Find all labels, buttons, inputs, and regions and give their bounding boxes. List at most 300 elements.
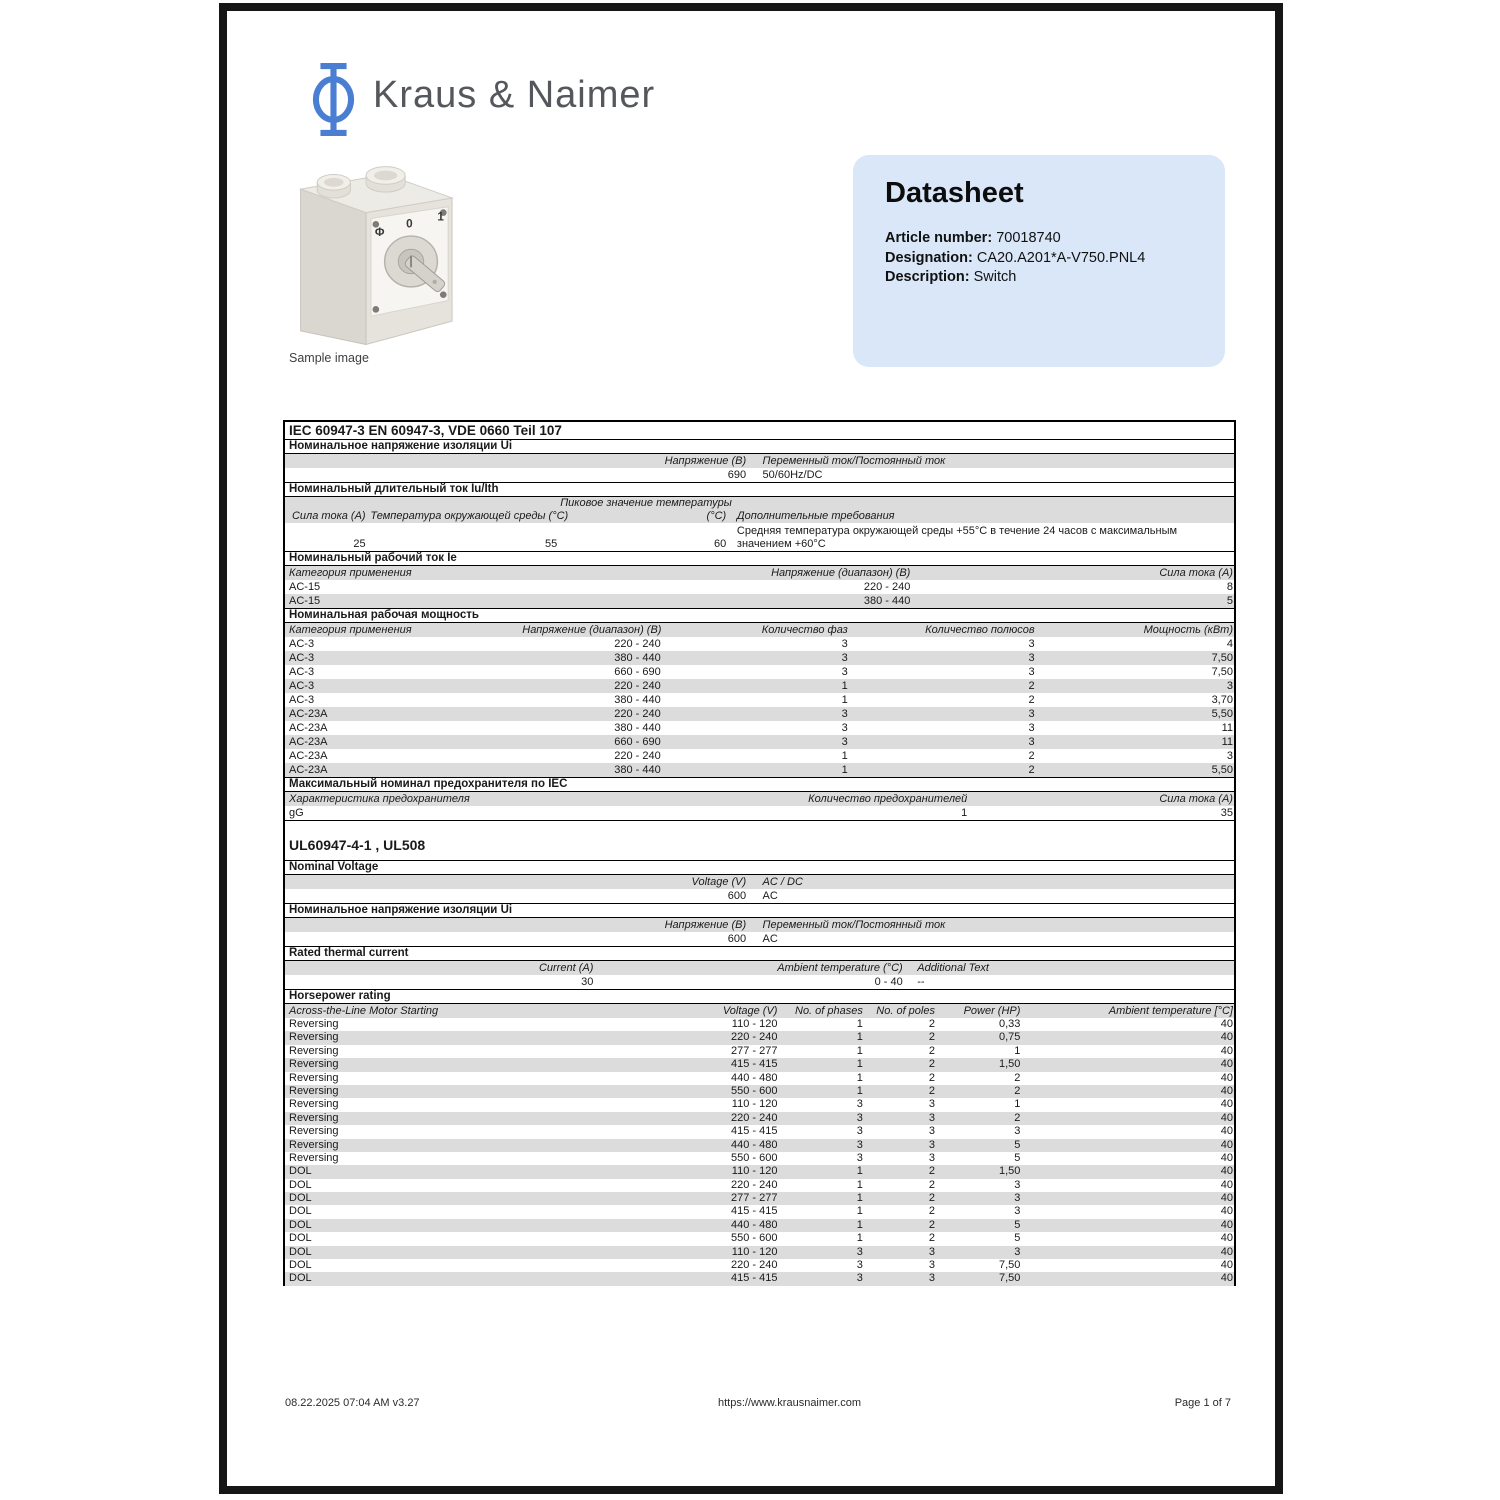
table-cell: 7,50 <box>998 1272 1021 1285</box>
table-header-row <box>285 875 1234 889</box>
table-header-row <box>285 961 1234 975</box>
table-cell: Сила тока (A) <box>1159 567 1233 579</box>
table-cell: 2 <box>928 1165 935 1178</box>
table-row <box>285 749 1234 763</box>
table-cell: 4 <box>1226 638 1233 650</box>
table-title: UL60947-4-1 , UL508 <box>289 837 426 853</box>
table-cell: 440 - 480 <box>730 1138 778 1151</box>
table-cell: Сила тока (A) <box>291 510 366 522</box>
table-cell: Средняя температура окружающей среды +55°C в течение 24 часов с максимальным значением +60°C <box>736 525 1178 550</box>
table-cell: 3 <box>928 1272 935 1285</box>
table-header-row <box>285 454 1234 468</box>
table-cell: DOL <box>289 1232 312 1245</box>
table-cell: 40 <box>1220 1178 1233 1191</box>
table-cell: 40 <box>1220 1125 1233 1138</box>
table-cell: Ambient temperature (°C) <box>777 962 903 974</box>
table-cell: 220 - 240 <box>730 1111 778 1124</box>
table-cell: 2 <box>928 1018 935 1030</box>
table-cell: 30 <box>581 976 594 988</box>
table-cell: 1 <box>856 1218 863 1231</box>
table-cell: 7,50 <box>1211 652 1233 664</box>
table-cell: AC-3 <box>289 680 315 692</box>
table-cell: 220 - 240 <box>614 680 661 692</box>
table-row <box>285 693 1234 707</box>
table-cell: AC-23A <box>289 722 328 734</box>
table-cell: 440 - 480 <box>730 1071 778 1084</box>
table-cell: 690 <box>727 469 747 481</box>
table-row <box>285 889 1234 903</box>
table-cell: 380 - 440 <box>863 595 911 607</box>
table-section-heading: Номинальная рабочая мощность <box>285 608 1234 623</box>
table-cell: Reversing <box>289 1058 339 1071</box>
table-cell: DOL <box>289 1192 312 1205</box>
table-cell: 2 <box>1014 1071 1021 1084</box>
table-cell: AC-3 <box>289 666 315 678</box>
table-cell: Ambient temperature [°C] <box>1108 1005 1233 1017</box>
table-cell: Пиковое значение температуры <box>560 497 732 509</box>
table-cell: 8 <box>1226 581 1233 593</box>
table-cell: 7,50 <box>998 1259 1021 1272</box>
table-cell: 3 <box>1014 1192 1021 1205</box>
table-cell: Категория применения <box>289 567 412 579</box>
table-row <box>285 1098 1234 1111</box>
table-cell: (°C) <box>706 510 727 522</box>
table-cell: 3 <box>856 1259 863 1272</box>
table-cell: 1 <box>856 1205 863 1218</box>
table-section-heading: Номинальное напряжение изоляции Ui <box>285 903 1234 918</box>
table-cell: AC-23A <box>289 764 328 776</box>
datasheet-panel <box>853 155 1225 367</box>
table-cell: 35 <box>1220 807 1233 819</box>
table-cell: AC <box>762 933 778 945</box>
table-cell: 380 - 440 <box>614 652 661 664</box>
table-cell: 40 <box>1220 1151 1233 1164</box>
table-row <box>285 721 1234 735</box>
table-gap <box>285 820 1234 830</box>
table-cell: 25 <box>353 537 366 550</box>
table-cell: 3 <box>856 1098 863 1111</box>
table-cell: AC-15 <box>289 595 321 607</box>
table-cell: 600 <box>727 933 747 945</box>
table-cell: 550 - 600 <box>730 1232 778 1245</box>
table-header-row <box>285 497 1234 510</box>
table-cell: Характеристика предохранителя <box>289 793 470 805</box>
table-cell: 3 <box>841 652 848 664</box>
table-section-heading: Номинальное напряжение изоляции Ui <box>285 439 1234 454</box>
spec-table <box>283 420 1236 1286</box>
table-section-heading: Номинальный рабочий ток Ie <box>285 551 1234 566</box>
table-cell: 5 <box>1014 1138 1021 1151</box>
table-cell: 3 <box>928 1151 935 1164</box>
table-row <box>285 1112 1234 1125</box>
table-cell: 220 - 240 <box>730 1178 778 1191</box>
table-cell: 3 <box>1028 736 1035 748</box>
table-cell: Напряжение (диапазон) (В) <box>522 624 662 636</box>
table-cell: 40 <box>1220 1111 1233 1124</box>
table-cell: 40 <box>1220 1165 1233 1178</box>
table-cell: 1 <box>841 694 848 706</box>
panel-marking: Φ <box>374 226 385 240</box>
table-cell: Reversing <box>289 1151 339 1164</box>
table-cell: Additional Text <box>917 962 989 974</box>
table-cell: Reversing <box>289 1044 339 1057</box>
table-cell: 7,50 <box>1211 666 1233 678</box>
table-cell: 2 <box>928 1044 935 1057</box>
table-cell: 3 <box>1028 666 1035 678</box>
table-row <box>285 679 1234 693</box>
screw-icon <box>440 291 447 298</box>
table-cell: 40 <box>1220 1272 1233 1285</box>
footer-date: 08.22.2025 07:04 AM v3.27 <box>285 1397 420 1409</box>
table-cell: 3 <box>841 666 848 678</box>
table-cell: No. of poles <box>876 1005 935 1017</box>
table-row <box>285 1259 1234 1272</box>
table-cell: 2 <box>928 1031 935 1044</box>
cable-gland-icon <box>366 167 405 192</box>
datasheet-fields <box>885 229 1145 288</box>
table-cell: 40 <box>1220 1192 1233 1205</box>
table-cell <box>370 497 558 510</box>
table-cell: Напряжение (диапазон) (В) <box>771 567 911 579</box>
table-cell: 1,50 <box>998 1165 1021 1178</box>
table-cell: Reversing <box>289 1031 339 1044</box>
table-cell: 1 <box>841 750 848 762</box>
table-row <box>285 806 1234 820</box>
table-cell: DOL <box>289 1165 312 1178</box>
table-section-heading: Nominal Voltage <box>285 860 1234 875</box>
table-cell: 440 - 480 <box>730 1218 778 1231</box>
table-cell: AC / DC <box>762 876 803 888</box>
table-cell: 0,75 <box>998 1031 1021 1044</box>
table-cell: 5 <box>1014 1151 1021 1164</box>
table-header-row <box>285 510 1234 523</box>
table-cell: 3 <box>1028 652 1035 664</box>
table-row <box>285 1018 1234 1031</box>
table-cell: 2 <box>928 1218 935 1231</box>
table-cell: 3 <box>856 1125 863 1138</box>
table-cell: Количество фаз <box>761 624 848 636</box>
table-header-row <box>285 566 1234 580</box>
panel-marking: 0 <box>406 217 413 231</box>
table-cell: 1 <box>856 1031 863 1044</box>
table-row <box>285 1272 1234 1285</box>
table-cell: 1 <box>856 1232 863 1245</box>
table-header-row <box>285 623 1234 637</box>
table-cell: 1 <box>1014 1098 1021 1111</box>
phi-logo-icon <box>309 60 358 139</box>
table-cell: Voltage (V) <box>722 1005 778 1017</box>
table-cell: Мощность (кВт) <box>1143 624 1233 636</box>
table-cell <box>733 497 1234 510</box>
table-cell: AC-3 <box>289 694 315 706</box>
table-cell: 1 <box>856 1165 863 1178</box>
table-row <box>285 523 1234 551</box>
table-cell: 1 <box>856 1178 863 1191</box>
table-cell: 5 <box>1226 595 1233 607</box>
panel-marking: 1 <box>437 210 444 224</box>
table-cell: 220 - 240 <box>614 708 661 720</box>
table-cell: Количество полюсов <box>925 624 1035 636</box>
table-cell: 3 <box>1226 750 1233 762</box>
table-row <box>285 651 1234 665</box>
table-cell: 110 - 120 <box>731 1165 778 1178</box>
table-row <box>285 1165 1234 1178</box>
table-cell: 1 <box>841 764 848 776</box>
table-row <box>285 1058 1234 1071</box>
table-cell: 110 - 120 <box>731 1018 778 1030</box>
table-cell: -- <box>917 976 925 988</box>
table-cell: Сила тока (A) <box>1159 793 1233 805</box>
datasheet-field: Designation: CA20.A201*A-V750.PNL4 <box>885 249 1146 266</box>
table-cell: 600 <box>727 890 747 902</box>
box-left-face <box>301 189 366 344</box>
table-cell: 2 <box>928 1232 935 1245</box>
table-cell: 55 <box>545 537 558 550</box>
table-cell: 3 <box>928 1098 935 1111</box>
table-cell: 3 <box>856 1245 863 1258</box>
table-cell: 1 <box>961 807 968 819</box>
table-cell: DOL <box>289 1218 312 1231</box>
table-cell: 3 <box>1028 722 1035 734</box>
table-cell: Across-the-Line Motor Starting <box>289 1005 439 1017</box>
table-section-heading: Максимальный номинал предохранителя по IEC <box>285 777 1234 792</box>
table-cell: Reversing <box>289 1125 339 1138</box>
brand-name: Kraus & Naimer <box>373 74 656 116</box>
table-cell: 1 <box>841 680 848 692</box>
table-row <box>285 1125 1234 1138</box>
screw-icon <box>373 306 380 313</box>
table-cell: Количество предохранителей <box>808 793 968 805</box>
table-row <box>285 707 1234 721</box>
table-cell: AC-15 <box>289 581 321 593</box>
table-cell: Reversing <box>289 1084 339 1097</box>
table-cell: 2 <box>928 1058 935 1071</box>
table-header-row <box>285 918 1234 932</box>
table-cell: 220 - 240 <box>614 638 661 650</box>
cable-gland-icon <box>317 174 350 197</box>
table-cell: Current (A) <box>538 962 594 974</box>
table-cell: Температура окружающей среды (°C) <box>370 510 569 522</box>
datasheet-field: Description: Switch <box>885 269 1017 285</box>
table-cell: 2 <box>928 1178 935 1191</box>
table-cell: 40 <box>1220 1259 1233 1272</box>
table-row <box>285 735 1234 749</box>
table-cell: 1 <box>856 1018 863 1030</box>
table-cell: 3 <box>841 638 848 650</box>
table-cell: 2 <box>1014 1084 1021 1097</box>
table-cell: Power (HP) <box>963 1005 1021 1017</box>
table-cell: AC-3 <box>289 638 315 650</box>
table-cell: 40 <box>1220 1084 1233 1097</box>
table-cell: 5,50 <box>1211 764 1233 776</box>
table-cell: 40 <box>1220 1138 1233 1151</box>
table-cell: 3 <box>1028 638 1035 650</box>
table-cell: DOL <box>289 1272 312 1285</box>
table-cell: 11 <box>1221 736 1233 748</box>
footer-url[interactable]: https://www.krausnaimer.com <box>718 1397 862 1409</box>
table-row <box>285 1085 1234 1098</box>
sample-image-caption: Sample image <box>289 351 369 365</box>
table-cell: Напряжение (В) <box>664 919 747 931</box>
table-cell: 220 - 240 <box>614 750 661 762</box>
table-cell: 3 <box>1226 680 1233 692</box>
table-cell: 2 <box>1028 680 1035 692</box>
table-cell: DOL <box>289 1205 312 1218</box>
table-cell: 3 <box>841 722 848 734</box>
table-cell: 5,50 <box>1211 708 1233 720</box>
table-section-heading: Horsepower rating <box>285 989 1234 1004</box>
table-cell: Reversing <box>289 1111 339 1124</box>
table-cell: AC-23A <box>289 750 328 762</box>
table-cell: 2 <box>1028 750 1035 762</box>
datasheet-title: Datasheet <box>885 177 1024 209</box>
table-cell: Категория применения <box>289 624 412 636</box>
table-cell: 40 <box>1220 1071 1233 1084</box>
table-section-heading: Rated thermal current <box>285 946 1234 961</box>
table-row <box>285 1192 1234 1205</box>
table-cell: Переменный ток/Постоянный ток <box>762 455 946 467</box>
table-cell: DOL <box>289 1178 312 1191</box>
table-cell <box>285 497 367 510</box>
table-cell: 40 <box>1220 1031 1233 1044</box>
table-cell: 40 <box>1220 1058 1233 1071</box>
table-cell: Voltage (V) <box>691 876 747 888</box>
table-row <box>285 1072 1234 1085</box>
table-cell: 3 <box>856 1111 863 1124</box>
table-cell: 110 - 120 <box>731 1098 778 1111</box>
table-cell: 380 - 440 <box>614 722 661 734</box>
table-cell: 3,70 <box>1211 694 1233 706</box>
table-cell: 50/60Hz/DC <box>762 469 823 481</box>
table-cell: 60 <box>713 537 727 550</box>
table-cell: 1 <box>856 1192 863 1205</box>
table-cell: 40 <box>1220 1218 1233 1231</box>
table-cell: 415 - 415 <box>730 1058 778 1071</box>
table-cell: AC <box>762 890 778 902</box>
table-row <box>285 1205 1234 1218</box>
table-row <box>285 1045 1234 1058</box>
table-cell: 3 <box>928 1111 935 1124</box>
table-section-heading: Номинальный длительный ток Iu/Ith <box>285 482 1234 497</box>
table-cell: 3 <box>928 1125 935 1138</box>
table-cell: 550 - 600 <box>730 1084 778 1097</box>
table-cell: Reversing <box>289 1138 339 1151</box>
table-cell: 3 <box>928 1138 935 1151</box>
table-cell: 40 <box>1220 1245 1233 1258</box>
table-row <box>285 468 1234 482</box>
table-cell: gG <box>289 807 304 819</box>
table-cell: 550 - 600 <box>730 1151 778 1164</box>
table-cell: 415 - 415 <box>730 1272 778 1285</box>
table-cell: 277 - 277 <box>730 1044 778 1057</box>
table-cell: 1,50 <box>998 1058 1021 1071</box>
table-cell: Reversing <box>289 1098 339 1111</box>
table-cell: 3 <box>1014 1205 1021 1218</box>
table-cell: AC-3 <box>289 652 315 664</box>
table-row <box>285 580 1234 594</box>
table-cell: DOL <box>289 1259 312 1272</box>
table-cell: 3 <box>1014 1125 1021 1138</box>
table-cell: 5 <box>1014 1232 1021 1245</box>
table-cell: 1 <box>856 1044 863 1057</box>
table-cell: 660 - 690 <box>614 736 661 748</box>
table-row <box>285 763 1234 777</box>
table-cell: 11 <box>1221 722 1233 734</box>
table-row <box>285 975 1234 989</box>
table-cell: 1 <box>856 1058 863 1071</box>
table-cell: 380 - 440 <box>614 764 661 776</box>
table-cell: 220 - 240 <box>863 581 911 593</box>
table-cell: Reversing <box>289 1071 339 1084</box>
table-cell: Переменный ток/Постоянный ток <box>762 919 946 931</box>
table-row <box>285 1179 1234 1192</box>
table-row <box>285 665 1234 679</box>
table-cell: 415 - 415 <box>730 1205 778 1218</box>
table-cell: Дополнительные требования <box>736 510 895 522</box>
table-cell: 3 <box>1014 1178 1021 1191</box>
table-cell: 0,33 <box>998 1018 1021 1030</box>
table-cell: 3 <box>1028 708 1035 720</box>
product-image <box>283 152 498 367</box>
table-row <box>285 1139 1234 1152</box>
table-cell: 0 - 40 <box>874 976 903 988</box>
table-header-row <box>285 792 1234 806</box>
table-cell: 380 - 440 <box>614 694 661 706</box>
table-cell: 3 <box>841 708 848 720</box>
table-cell: 5 <box>1014 1218 1021 1231</box>
table-row <box>285 1031 1234 1044</box>
table-cell: 3 <box>856 1272 863 1285</box>
table-row <box>285 1232 1234 1245</box>
table-cell: DOL <box>289 1245 312 1258</box>
table-cell: 3 <box>856 1151 863 1164</box>
table-cell: 3 <box>841 736 848 748</box>
table-cell: Напряжение (В) <box>664 455 747 467</box>
datasheet-field: Article number: 70018740 <box>885 230 1061 246</box>
table-row <box>285 932 1234 946</box>
table-header-row <box>285 1004 1234 1018</box>
table-cell: 3 <box>928 1245 935 1258</box>
table-cell: 660 - 690 <box>614 666 661 678</box>
table-cell: 220 - 240 <box>730 1259 778 1272</box>
table-cell: 220 - 240 <box>730 1031 778 1044</box>
table-cell: 1 <box>856 1084 863 1097</box>
table-cell: 415 - 415 <box>730 1125 778 1138</box>
table-cell: 2 <box>1014 1111 1021 1124</box>
table-cell: 2 <box>928 1192 935 1205</box>
table-cell: 1 <box>856 1071 863 1084</box>
table-row <box>285 594 1234 608</box>
table-cell: AC-23A <box>289 736 328 748</box>
table-row <box>285 637 1234 651</box>
table-cell: 40 <box>1220 1205 1233 1218</box>
table-row <box>285 1219 1234 1232</box>
table-cell: 2 <box>928 1084 935 1097</box>
table-row <box>285 1246 1234 1259</box>
table-cell: 3 <box>1014 1245 1021 1258</box>
table-cell: AC-23A <box>289 708 328 720</box>
table-row <box>285 1152 1234 1165</box>
table-cell: 3 <box>928 1259 935 1272</box>
table-cell: Reversing <box>289 1018 339 1030</box>
footer-page-number: Page 1 of 7 <box>1174 1397 1231 1409</box>
table-cell: No. of phases <box>795 1005 863 1017</box>
table-cell: 2 <box>928 1071 935 1084</box>
table-cell: 1 <box>1014 1044 1021 1057</box>
table-title: IEC 60947-3 EN 60947-3, VDE 0660 Teil 107 <box>289 423 562 438</box>
table-cell: 2 <box>1028 764 1035 776</box>
table-cell: 3 <box>856 1138 863 1151</box>
